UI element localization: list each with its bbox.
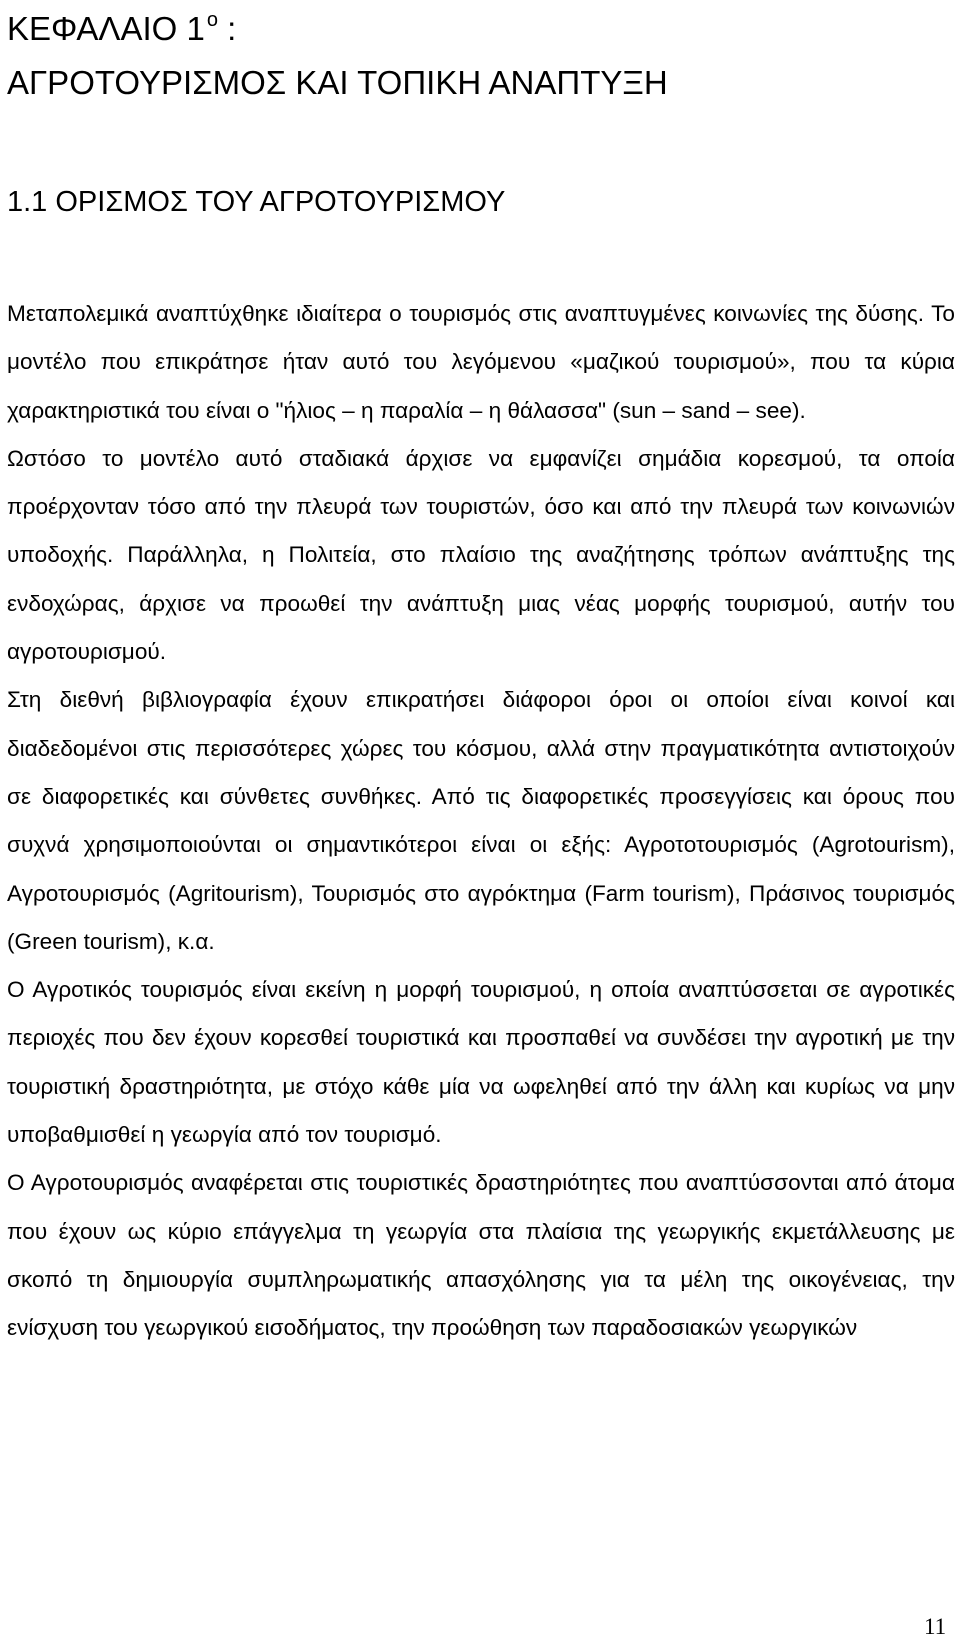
paragraph: Στη διεθνή βιβλιογραφία έχουν επικρατήσει διάφοροι όροι οι οποίοι είναι κοινοί και διαδεδομένοι στις περισσότερες χώρες του κόσμου, αλλά στην πραγματικότητα αντιστοιχούν σε διαφορετικές και σύνθετες συνθήκες. Από τις διαφορετικές προσεγγίσεις και όρους που συχνά χρησιμοποιούνται οι σημαντικότεροι είναι οι εξής: Αγροτοτουρισμός (Agrotourism), Αγροτουρισμός (Agritourism), Τουρισμός στο αγρόκτημα (Farm tourism), Πράσινος τουρισμός (Green tourism), κ.α. [7, 687, 955, 954]
chapter-label: ΚΕΦΑΛΑΙΟ 1 [7, 10, 205, 47]
section-heading: 1.1 ΟΡΙΣΜΟΣ ΤΟΥ ΑΓΡΟΤΟΥΡΙΣΜΟΥ [7, 186, 506, 218]
chapter-title: ΑΓΡΟΤΟΥΡΙΣΜΟΣ ΚΑΙ ΤΟΠΙΚΗ ΑΝΑΠΤΥΞΗ [7, 64, 668, 101]
paragraph: Μεταπολεμικά αναπτύχθηκε ιδιαίτερα ο τουρισμός στις αναπτυγμένες κοινωνίες της δύσης. Το μοντέλο που επικράτησε ήταν αυτό του λεγόμενου «μαζικού τουρισμού», που τα κύρια χαρακτηριστικά του είναι ο "ήλιος – η παραλία – η θάλασσα" (sun – sand – see). [7, 301, 955, 423]
page-number: 11 [924, 1614, 947, 1639]
paragraph: Ο Αγροτικός τουρισμός είναι εκείνη η μορφή τουρισμού, η οποία αναπτύσσεται σε αγροτικές περιοχές που δεν έχουν κορεσθεί τουριστικά και προσπαθεί να συνδέσει την αγροτική με την τουριστική δραστηριότητα, με στόχο κάθε μία να ωφεληθεί από την άλλη και κυρίως να μην υποβαθμισθεί η γεωργία από τον τουρισμό. [7, 977, 955, 1148]
paragraph: Ωστόσο το μοντέλο αυτό σταδιακά άρχισε να εμφανίζει σημάδια κορεσμού, τα οποία προέρχονταν τόσο από την πλευρά των τουριστών, όσο και από την πλευρά των κοινωνιών υποδοχής. Παράλληλα, η Πολιτεία, στο πλαίσιο της αναζήτησης τρόπων ανάπτυξης της ενδοχώρας, άρχισε να προωθεί την ανάπτυξη μιας νέας μορφής τουρισμού, αυτήν του αγροτουρισμού. [7, 445, 955, 665]
body-text [7, 290, 955, 1353]
chapter-label-line [7, 0, 236, 49]
chapter-colon: : [217, 10, 237, 47]
paragraph: Ο Αγροτουρισμός αναφέρεται στις τουριστικές δραστηριότητες που αναπτύσσονται από άτομα που έχουν ως κύριο επάγγελμα τη γεωργία στα πλαίσια της γεωργικής εκμετάλλευσης με σκοπό τη δημιουργία συμπληρωματικής απασχόλησης για τα μέλη της οικογένειας, την ενίσχυση του γεωργικού εισοδήματος, την προώθηση των παραδοσιακών γεωργικών [7, 1170, 955, 1341]
chapter-superscript: ο [206, 9, 218, 31]
